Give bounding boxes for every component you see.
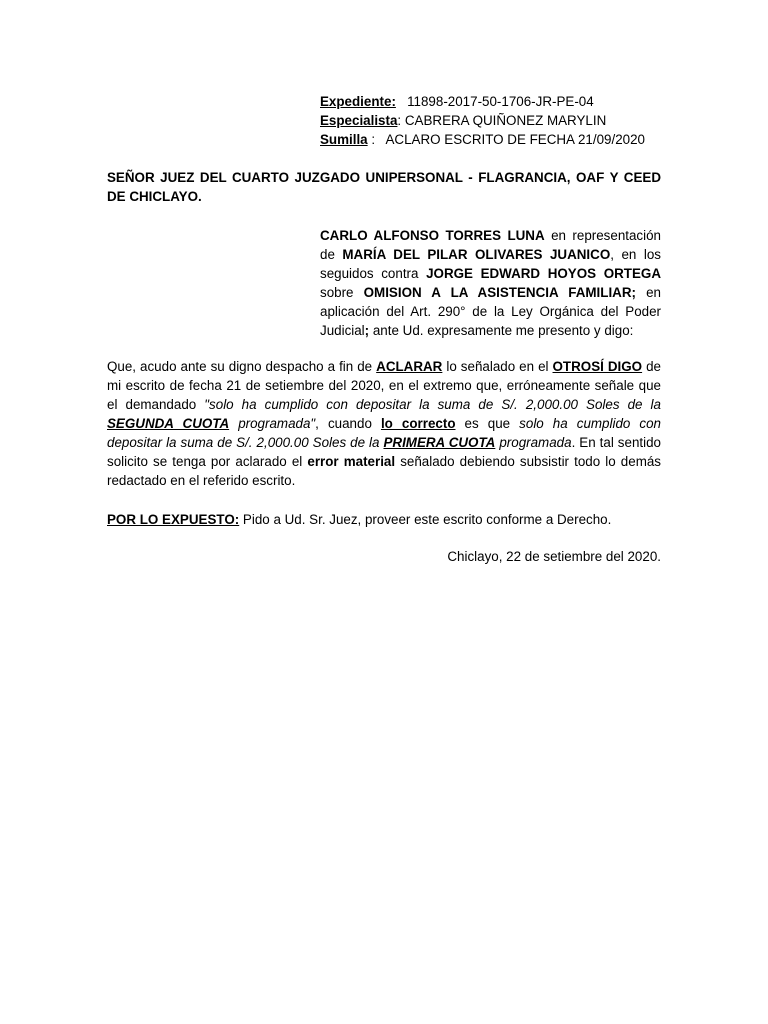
closing-paragraph [107, 510, 661, 529]
body-text: . En tal sentido solicito se tenga por aclarado el [107, 435, 661, 469]
case-header [320, 92, 680, 149]
expediente-value: 11898-2017-50-1706-JR-PE-04 [407, 94, 594, 109]
intro-text: en aplicación del Art. 290° de la Ley Orgánica del Poder Judicial [320, 285, 661, 338]
addressee: SEÑOR JUEZ DEL CUARTO JUZGADO UNIPERSONAL - FLAGRANCIA, OAF Y CEED DE CHICLAYO. [107, 170, 661, 204]
quote-text: "solo ha cumplido con depositar la suma de S/. 2,000.00 Soles de la [204, 397, 661, 412]
body-text: , cuando [315, 416, 381, 431]
case-matter: OMISION A LA ASISTENCIA FAMILIAR; [363, 285, 636, 300]
body-text: señalado debiendo subsistir todo lo demás redactado en el referido escrito. [107, 454, 661, 488]
body-text: es que [455, 416, 520, 431]
quote-text: programada" [229, 416, 316, 431]
intro-text: ante Ud. expresamente me presento y digo: [369, 323, 634, 338]
intro-text: en representación de [320, 228, 661, 262]
intro-semicolon: ; [364, 323, 370, 338]
intro-text: , en los seguidos contra [320, 247, 661, 281]
quote-text: programada [495, 435, 572, 450]
por-lo-expuesto-label: POR LO EXPUESTO: [107, 512, 240, 527]
petitioner-name: CARLO ALFONSO TORRES LUNA [320, 228, 545, 243]
correcto-keyword: lo correcto [380, 416, 456, 431]
segunda-cuota: SEGUNDA CUOTA [107, 416, 230, 431]
body-text: Que, acudo ante su digno despacho a fin de [107, 359, 377, 374]
especialista-line [320, 111, 680, 130]
main-paragraph [107, 357, 661, 490]
body-text: de mi escrito de fecha 21 de setiembre del 2020, en el extremo que, erróneamente señale que el demandado [107, 359, 661, 412]
sumilla-line [320, 130, 680, 149]
otrosi-keyword: OTROSÍ DIGO [552, 359, 643, 374]
expediente-label: Expediente: [320, 94, 396, 109]
expediente-line [320, 92, 680, 111]
especialista-value: : CABRERA QUIÑONEZ MARYLIN [397, 113, 607, 128]
error-material: error material [307, 454, 396, 469]
body-text: lo señalado en el [442, 359, 553, 374]
especialista-label: Especialista [320, 113, 398, 128]
closing-text: Pido a Ud. Sr. Juez, proveer este escrito conforme a Derecho. [239, 512, 612, 527]
quote-text: solo ha cumplido con depositar la suma de S/. 2,000.00 Soles de la [107, 416, 661, 450]
primera-cuota: PRIMERA CUOTA [383, 435, 496, 450]
sumilla-label: Sumilla [320, 132, 368, 147]
place-date: Chiclayo, 22 de setiembre del 2020. [447, 549, 661, 564]
defendant-name: JORGE EDWARD HOYOS ORTEGA [426, 266, 661, 281]
intro-paragraph [320, 226, 661, 340]
intro-text: sobre [320, 285, 364, 300]
aclarar-keyword: ACLARAR [376, 359, 443, 374]
sumilla-value: : ACLARO ESCRITO DE FECHA 21/09/2020 [367, 132, 645, 147]
represented-name: MARÍA DEL PILAR OLIVARES JUANICO [342, 247, 611, 262]
